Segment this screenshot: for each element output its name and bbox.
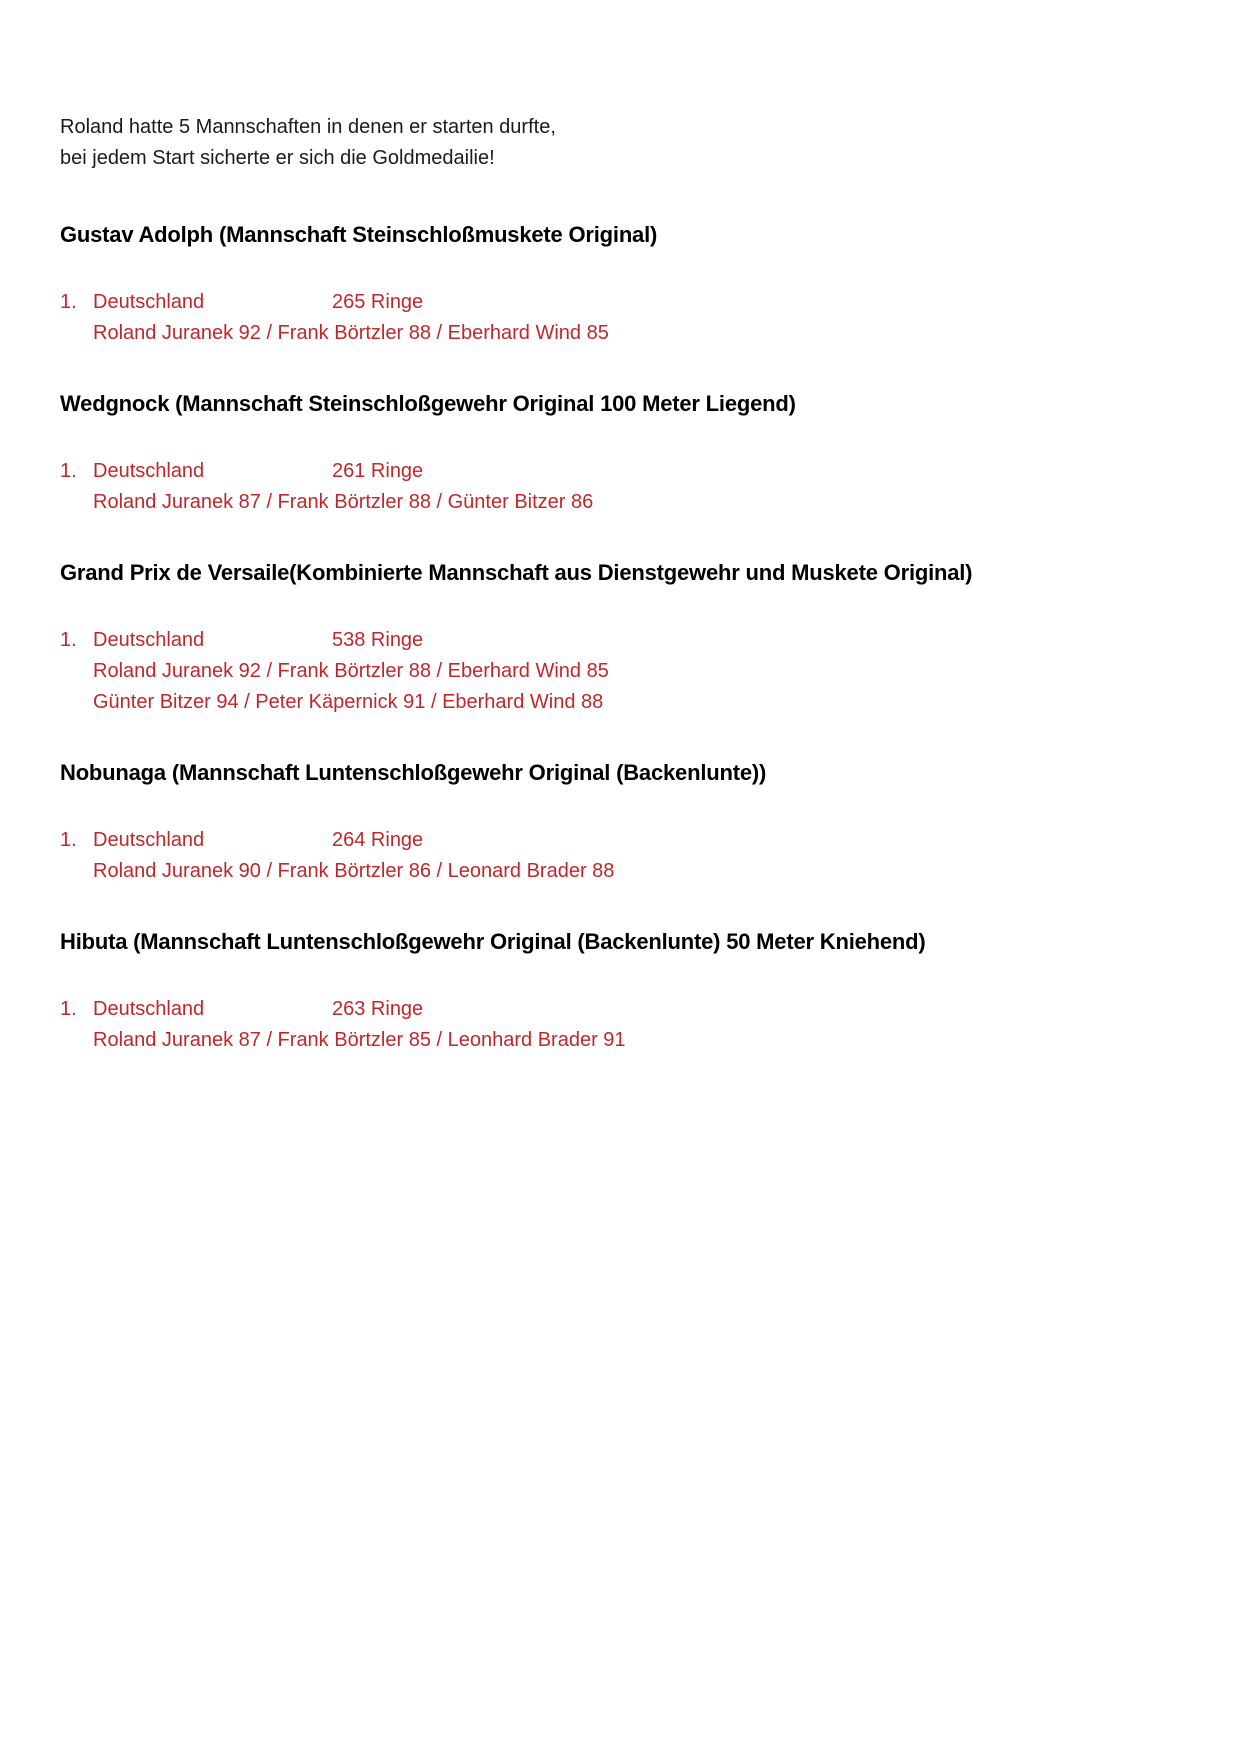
shooter-results: Roland Juranek 90 / Frank Börtzler 86 / Leonard Brader 88 bbox=[93, 860, 615, 882]
result-rank-line bbox=[60, 456, 1230, 487]
shooter-results: Roland Juranek 92 / Frank Börtzler 88 / Eberhard Wind 85 bbox=[93, 660, 609, 682]
score-value: 261 Ringe bbox=[332, 460, 424, 482]
result-entry bbox=[60, 456, 1230, 518]
country-name: Deutschland bbox=[93, 629, 205, 651]
rank-number: 1. bbox=[60, 998, 77, 1020]
result-rank-line bbox=[60, 625, 1230, 656]
result-entry bbox=[60, 994, 1230, 1056]
shooter-results: Roland Juranek 87 / Frank Börtzler 85 / Leonhard Brader 91 bbox=[93, 1029, 626, 1051]
result-rank-line bbox=[60, 825, 1230, 856]
country-name: Deutschland bbox=[93, 460, 205, 482]
section-title-grand-prix-de-versaile: Grand Prix de Versaile(Kombinierte Mannschaft aus Dienstgewehr und Muskete Original) bbox=[60, 560, 973, 585]
section-title-nobunaga: Nobunaga (Mannschaft Luntenschloßgewehr Original (Backenlunte)) bbox=[60, 760, 767, 785]
shooter-results: Roland Juranek 87 / Frank Börtzler 88 / Günter Bitzer 86 bbox=[93, 491, 594, 513]
rank-number: 1. bbox=[60, 291, 77, 313]
score-value: 538 Ringe bbox=[332, 629, 424, 651]
rank-number: 1. bbox=[60, 829, 77, 851]
rank-number: 1. bbox=[60, 629, 77, 651]
country-name: Deutschland bbox=[93, 829, 205, 851]
shooter-results: Günter Bitzer 94 / Peter Käpernick 91 / Eberhard Wind 88 bbox=[93, 691, 604, 713]
section-title-hibuta: Hibuta (Mannschaft Luntenschloßgewehr Original (Backenlunte) 50 Meter Kniehend) bbox=[60, 929, 926, 954]
country-name: Deutschland bbox=[93, 998, 205, 1020]
intro-paragraph bbox=[60, 112, 1230, 174]
shooter-results: Roland Juranek 92 / Frank Börtzler 88 / Eberhard Wind 85 bbox=[93, 322, 609, 344]
result-entry bbox=[60, 625, 1230, 718]
section-title-wedgnock: Wedgnock (Mannschaft Steinschloßgewehr Original 100 Meter Liegend) bbox=[60, 391, 796, 416]
result-rank-line bbox=[60, 994, 1230, 1025]
rank-number: 1. bbox=[60, 460, 77, 482]
score-value: 264 Ringe bbox=[332, 829, 424, 851]
result-rank-line bbox=[60, 287, 1230, 318]
intro-line-2: bei jedem Start sicherte er sich die Goldmedailie! bbox=[60, 147, 495, 169]
intro-line-1: Roland hatte 5 Mannschaften in denen er starten durfte, bbox=[60, 116, 556, 138]
section-title-gustav-adolph: Gustav Adolph (Mannschaft Steinschloßmuskete Original) bbox=[60, 222, 658, 247]
result-entry bbox=[60, 825, 1230, 887]
score-value: 265 Ringe bbox=[332, 291, 424, 313]
result-entry bbox=[60, 287, 1230, 349]
country-name: Deutschland bbox=[93, 291, 205, 313]
score-value: 263 Ringe bbox=[332, 998, 424, 1020]
